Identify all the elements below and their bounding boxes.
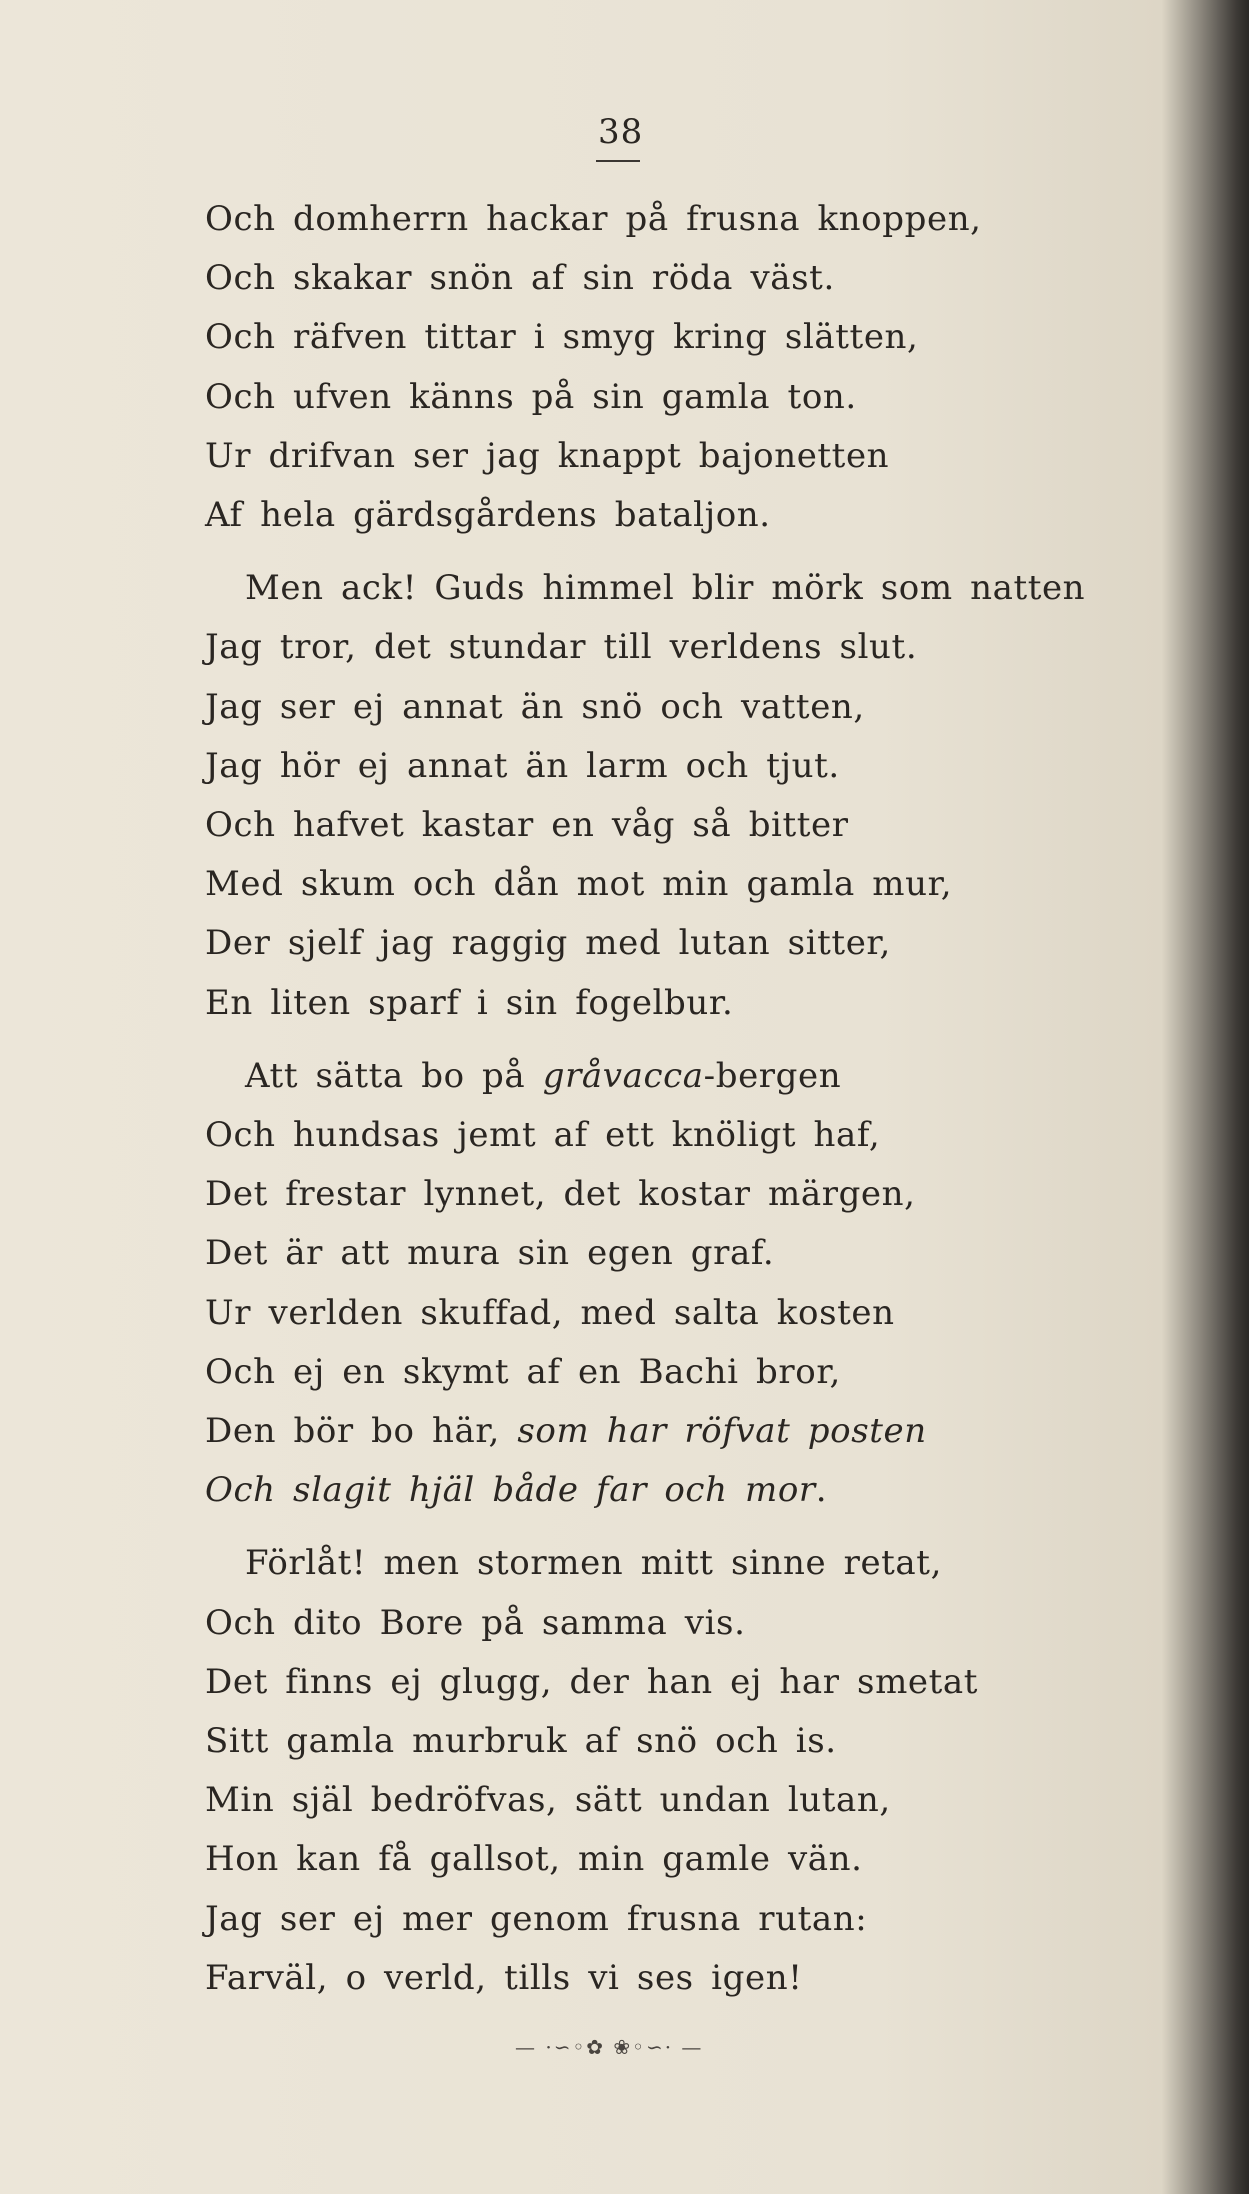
page-number-rule (596, 160, 640, 162)
line-text: Min själ bedröfvas, sätt undan lutan, (205, 1780, 891, 1821)
poem-line (205, 1771, 1105, 1830)
poem-line (205, 678, 1105, 737)
line-text: Farväl, o verld, tills vi ses igen! (205, 1957, 803, 1998)
line-text: Att sätta bo på (245, 1055, 543, 1096)
poem-line (205, 1343, 1105, 1402)
poem-line (205, 249, 1105, 308)
poem-line (205, 1461, 1105, 1520)
poem-line (205, 1165, 1105, 1224)
poem-line (205, 1712, 1105, 1771)
italic-text: gråvacca (542, 1055, 704, 1096)
line-text: Det finns ej glugg, der han ej har smetat (205, 1661, 979, 1702)
line-text: Af hela gärdsgårdens bataljon. (205, 495, 771, 536)
line-text: -bergen (703, 1055, 842, 1096)
line-text: Och hafvet kastar en våg så bitter (205, 805, 849, 846)
line-text: Hon kan få gallsot, min gamle vän. (205, 1839, 863, 1880)
line-text: Den bör bo här, (205, 1411, 518, 1452)
line-text: Det är att mura sin egen graf. (205, 1233, 775, 1274)
poem-line (205, 1890, 1105, 1949)
poem-line (205, 1106, 1105, 1165)
stanza (205, 1534, 1105, 2008)
italic-text: som har röfvat posten (517, 1411, 927, 1452)
line-text: Och ej en skymt af en Bachi bror, (205, 1351, 841, 1392)
poem-line (205, 559, 1105, 618)
line-text: Jag hör ej annat än larm och tjut. (205, 745, 840, 786)
stanza-gap (205, 1520, 1105, 1534)
poem-line (205, 368, 1105, 427)
stanza (205, 1047, 1105, 1521)
line-text: Jag ser ej mer genom frusna rutan: (205, 1898, 868, 1939)
poem-line (205, 427, 1105, 486)
line-text: Jag tror, det stundar till verldens slut. (205, 627, 918, 668)
poem-line (205, 1653, 1105, 1712)
poem-line (205, 1949, 1105, 2008)
poem-line (205, 486, 1105, 545)
poem-line (205, 308, 1105, 367)
poem-line (205, 1224, 1105, 1283)
poem-line (205, 737, 1105, 796)
line-text: Förlåt! men stormen mitt sinne retat, (245, 1543, 942, 1584)
line-text: Och domherrn hackar på frusna knoppen, (205, 199, 982, 239)
line-text: Och hundsas jemt af ett knöligt haf, (205, 1115, 881, 1156)
poem-line (205, 190, 1105, 249)
poem-line (205, 974, 1105, 1033)
poem-line (205, 914, 1105, 973)
line-text: Och skakar snön af sin röda väst. (205, 258, 835, 299)
end-ornament: — ·∽◦✿ ❀◦∽· — (515, 2035, 704, 2059)
poem-line (205, 1047, 1105, 1106)
stanza (205, 559, 1105, 1033)
stanza-gap (205, 1033, 1105, 1047)
line-text: Och ufven känns på sin gamla ton. (205, 376, 857, 417)
line-text: Men ack! Guds himmel blir mörk som natten (245, 568, 1086, 609)
poem-line (205, 796, 1105, 855)
poem-line (205, 1284, 1105, 1343)
line-text: En liten sparf i sin fogelbur. (205, 982, 734, 1023)
line-text: Sitt gamla murbruk af snö och is. (205, 1721, 837, 1762)
poem-line (205, 618, 1105, 677)
page-number: 38 (598, 112, 644, 152)
stanza-gap (205, 545, 1105, 559)
poem (205, 190, 1105, 2008)
line-text: Med skum och dån mot min gamla mur, (205, 864, 953, 905)
poem-line (205, 1594, 1105, 1653)
line-text: Det frestar lynnet, det kostar märgen, (205, 1174, 916, 1215)
line-text: . (815, 1470, 828, 1511)
line-text: Jag ser ej annat än snö och vatten, (205, 686, 865, 727)
poem-line (205, 1534, 1105, 1593)
line-text: Der sjelf jag raggig med lutan sitter, (205, 923, 891, 964)
poem-line (205, 1830, 1105, 1889)
poem-line (205, 855, 1105, 914)
stanza (205, 190, 1105, 545)
line-text: Ur drifvan ser jag knappt bajonetten (205, 435, 890, 476)
poem-line (205, 1402, 1105, 1461)
italic-text: Och slagit hjäl både far och mor (205, 1470, 816, 1511)
line-text: Och räfven tittar i smyg kring slätten, (205, 317, 919, 358)
line-text: Och dito Bore på samma vis. (205, 1602, 746, 1643)
line-text: Ur verlden skuffad, med salta kosten (205, 1292, 895, 1333)
